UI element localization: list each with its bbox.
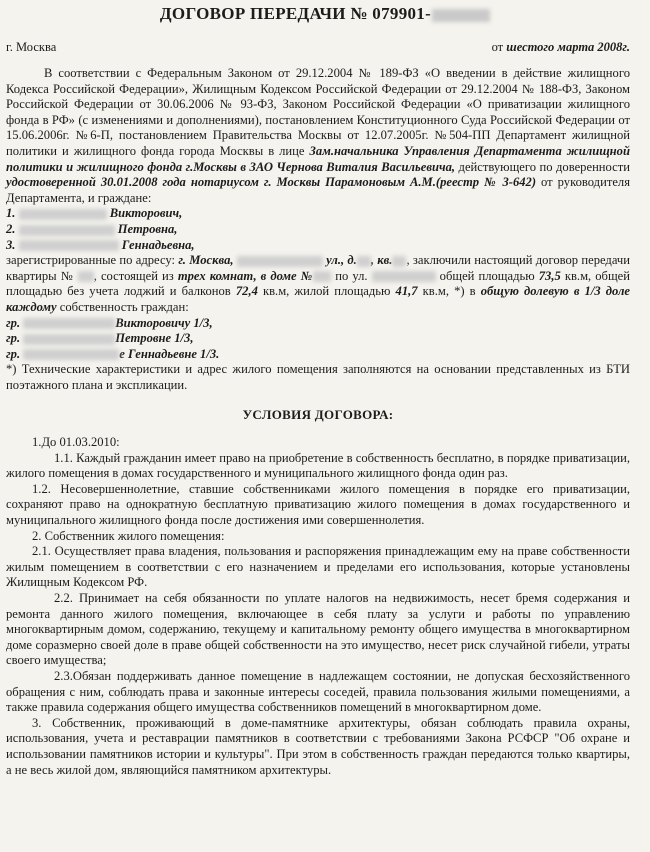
citizen-3: 3. Геннадьевна,	[6, 237, 195, 252]
redacted-number	[432, 9, 490, 22]
condition-1-1: 1.1. Каждый гражданин имеет право на приобретение в собственность бесплатно, в порядке приватизации, жилого помещения в домах государственного и муниципального жилищного фонда один раз.	[6, 450, 630, 481]
redacted-name	[19, 240, 119, 251]
redacted-street	[237, 256, 323, 267]
redacted-flat-number	[78, 271, 94, 282]
condition-2: 2. Собственник жилого помещения:	[32, 528, 225, 543]
technical-note: *) Технические характеристики и адрес жилого помещения заполняются на основании представленных из БТИ поэтажного плана и экспликации.	[6, 362, 630, 392]
city: г. Москва	[6, 40, 57, 54]
redacted-house-number	[313, 271, 331, 282]
redacted-name	[23, 318, 115, 329]
condition-2-1: 2.1. Осуществляет права владения, пользования и распоряжения принадлежащим ему на праве собственности жилым помещением в соответствии с его назначением и пределами его использования, которые установлены Жилищным Кодексом РФ.	[6, 544, 630, 590]
condition-2-3: 2.3.Обязан поддерживать данное помещение в надлежащем состоянии, не допуская бесхозяйственного обращения с ним, соблюдать права и законные интересы соседей, правила пользования жилыми помещениями, а также правила содержания общего имущества собственников помещений в многоквартирном доме.	[6, 668, 630, 715]
redacted-name	[19, 225, 115, 236]
redacted-flat	[392, 256, 406, 267]
condition-2-2: 2.2. Принимает на себя обязанности по уплате налогов на недвижимость, несет бремя содержания и ремонта данного жилого помещения, включающее в себя плату за услуги и работы по управлению многоквартирным домом, содержанию, текущему и капитальному ремонту общего имущества в многоквартирном доме соразмерно своей доле в праве общей собственности на это имущество, несет риск случайной гибели, утраты своего имущества;	[6, 591, 630, 668]
share-2: гр. Петровне 1/3,	[6, 331, 194, 346]
intro-paragraph: В соответствии с Федеральным Законом от 29.12.2004 № 189-ФЗ «О введении в действие жилищного Кодекса Российской Федерации», Жилищным Кодексом Российской Федерации от 29.12.2004 № 188-ФЗ, Законом Российской Федерации от 30.06.2006 № 93-ФЗ, Законом Российской Федерации «О приватизации жилищного фонда в РФ» (с изменениями и дополнениями), постановлением Конституционного Суда Российской Федерации от 15.06.2006г. №6-П, постановлением Правительства Москвы от 12.07.2005г. №504-ПП Департамент жилищной политики и жилищного фонда города Москвы в лице Зам.начальника Управления Департамента жилищной политики и жилищного фонда г.Москвы в ЗАО Чернова Виталия Васильевича, действующего по доверенности удостоверенной 30.01.2008 года нотариусом г. Москвы Парамоновым А.М.(реестр № 3-642) от руководителя Департамента, и граждане:	[6, 66, 630, 205]
citizen-2: 2. Петровна,	[6, 221, 178, 236]
citizen-1: 1. Викторович,	[6, 206, 183, 221]
section-title: УСЛОВИЯ ДОГОВОРА:	[242, 407, 394, 423]
address-paragraph: зарегистрированные по адресу: г. Москва, ул., д. , кв. , заключили настоящий договор передачи квартиры № , состоящей из трех комнат, в доме № по ул. общей площадью 73,5 кв.м, общей площадью без учета лоджий и балконов 72,4 кв.м, жилой площадью 41,7 кв.м, *) в общую долевую в 1/3 доле каждому собственность граждан:	[6, 253, 630, 314]
redacted-street-name	[372, 271, 436, 282]
redacted-name	[19, 209, 107, 220]
document-body	[6, 66, 630, 778]
share-1: гр. Викторовичу 1/3,	[6, 315, 213, 330]
redacted-name	[23, 334, 115, 345]
condition-3: 3. Собственник, проживающий в доме-памятнике архитектуры, обязан соблюдать правила охраны, использования, учета и реставрации памятников в соответствии с требованиями Закона РСФСР "Об охране и использовании памятников истории и культуры". При этом в собственность граждан передаются только квартиры, а не весь жилой дом, являющийся памятником архитектуры.	[6, 715, 630, 777]
condition-1-2: 1.2. Несовершеннолетние, ставшие собственниками жилого помещения в порядке его приватизации, сохраняют право на однократную бесплатную приватизацию жилого помещения в домах государственного и муниципального жилищного фонда после достижения ими совершеннолетия.	[6, 481, 630, 528]
redacted-house	[357, 256, 371, 267]
document-title: ДОГОВОР ПЕРЕДАЧИ № 079901-	[0, 4, 650, 24]
condition-0: 1.До 01.03.2010:	[32, 435, 120, 450]
redacted-name	[23, 349, 119, 360]
document-date: от шестого марта 2008г.	[491, 40, 630, 54]
share-3: гр. е Геннадьевне 1/3.	[6, 346, 220, 361]
